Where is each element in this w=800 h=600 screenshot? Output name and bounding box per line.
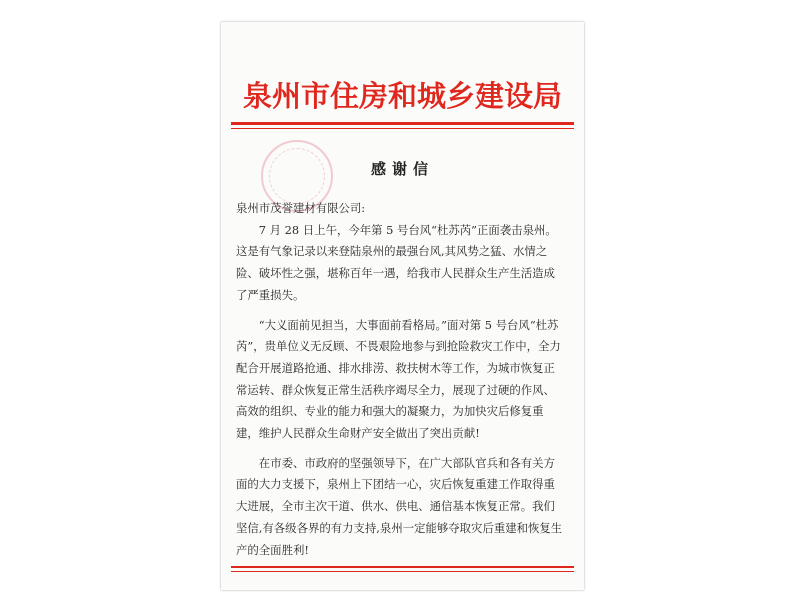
paragraph-2: “大义面前见担当，大事面前看格局。”面对第 5 号台风“杜苏芮”，贵单位义无反顾、不畏艰险地参与到抢险救灾工作中，全力配合开展道路抢通、排水排涝、救扶树木等工作，为城市恢复正常运转、群众恢复正常生活秩序竭尽全力，展现了过硬的作风、高效的组织、专业的能力和强大的凝聚力，为加快灾后修复重建，维护人民群众生命财产安全做出了突出贡献!	[236, 317, 561, 441]
letterhead-rule-thick	[231, 122, 574, 125]
paragraph-3: 在市委、市政府的坚强领导下，在广大部队官兵和各有关方面的大力支援下，泉州上下团结一心，灾后恢复重建工作取得重大进展，全市主次干道、供水、供电、通信基本恢复正常。我们坚信,有各级各界的有力支持,泉州一定能够夺取灾后重建和恢复生产的全面胜利!	[236, 455, 563, 557]
letter-title: 感谢信	[370, 160, 434, 178]
footer-rule-thin	[231, 571, 574, 572]
letter-body	[236, 198, 564, 569]
paragraph-1: 7 月 28 日上午，今年第 5 号台风“杜苏芮”正面袭击泉州。这是有气象记录以来登陆泉州的最强台风,其风势之猛、水情之险、破坏性之强，堪称百年一遇，给我市人民群众生产生活造成了严重损失。	[236, 222, 557, 302]
letterhead-title: 泉州市住房和城乡建设局	[242, 79, 562, 113]
footer-rule-thick	[231, 566, 574, 568]
salutation: 泉州市茂誉建材有限公司:	[236, 201, 366, 215]
letterhead-rule-thin	[231, 128, 574, 129]
letter-page	[221, 22, 584, 590]
